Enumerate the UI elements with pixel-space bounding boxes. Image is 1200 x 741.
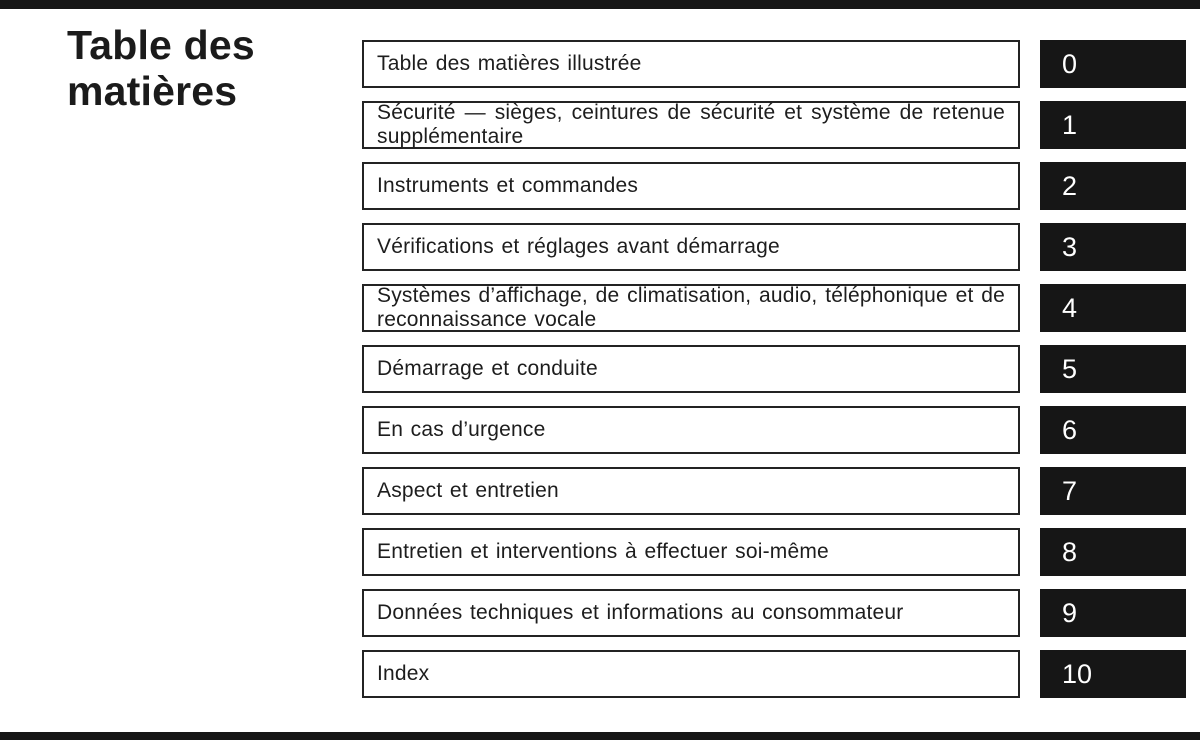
chapter-number: 3	[1062, 231, 1078, 262]
toc-row	[362, 406, 1186, 454]
chapter-title: En cas d’urgence	[377, 418, 546, 441]
chapter-title: Démarrage et conduite	[377, 357, 598, 380]
chapter-number: 4	[1062, 292, 1078, 323]
toc-row	[362, 223, 1186, 271]
chapter-title: Aspect et entretien	[377, 479, 559, 502]
chapter-title-box[interactable]	[362, 284, 1020, 332]
chapter-title-box[interactable]	[362, 40, 1020, 88]
chapter-title: Instruments et commandes	[377, 174, 639, 197]
chapter-number-box[interactable]	[1040, 345, 1186, 393]
chapter-number: 1	[1062, 109, 1078, 140]
chapter-number: 6	[1062, 414, 1078, 445]
chapter-title: Index	[377, 662, 430, 685]
chapter-number-box[interactable]	[1040, 162, 1186, 210]
chapter-title: Sécurité — sièges, ceintures de sécurité et système de retenue supplémentaire	[377, 101, 1005, 148]
chapter-title: Table des matières illustrée	[377, 52, 642, 75]
toc-row	[362, 162, 1186, 210]
chapter-number-box[interactable]	[1040, 284, 1186, 332]
chapter-number: 5	[1062, 353, 1078, 384]
top-rule	[0, 0, 1200, 9]
chapter-title-box[interactable]	[362, 223, 1020, 271]
chapter-number: 8	[1062, 536, 1078, 567]
toc-row	[362, 650, 1186, 698]
toc-row	[362, 589, 1186, 637]
chapter-title-box[interactable]	[362, 650, 1020, 698]
chapter-number: 2	[1062, 170, 1078, 201]
chapter-number-box[interactable]	[1040, 650, 1186, 698]
toc-row	[362, 101, 1186, 149]
chapter-number-box[interactable]	[1040, 467, 1186, 515]
toc-row	[362, 345, 1186, 393]
chapter-title: Entretien et interventions à effectuer soi-même	[377, 540, 829, 563]
chapter-title-box[interactable]	[362, 589, 1020, 637]
chapter-title-box[interactable]	[362, 467, 1020, 515]
chapter-number: 10	[1062, 658, 1093, 689]
chapter-number-box[interactable]	[1040, 528, 1186, 576]
chapter-title: Systèmes d’affichage, de climatisation, audio, téléphonique et de reconnaissance vocale	[377, 284, 1005, 331]
toc-row	[362, 528, 1186, 576]
bottom-rule	[0, 732, 1200, 740]
toc-list	[362, 40, 1186, 711]
chapter-number: 0	[1062, 48, 1078, 79]
toc-row	[362, 40, 1186, 88]
toc-row	[362, 284, 1186, 332]
chapter-number-box[interactable]	[1040, 223, 1186, 271]
chapter-title-box[interactable]	[362, 101, 1020, 149]
chapter-number-box[interactable]	[1040, 40, 1186, 88]
chapter-title-box[interactable]	[362, 528, 1020, 576]
chapter-title: Données techniques et informations au consommateur	[377, 601, 904, 624]
chapter-number-box[interactable]	[1040, 406, 1186, 454]
page-title	[67, 22, 255, 114]
toc-row	[362, 467, 1186, 515]
chapter-title: Vérifications et réglages avant démarrage	[377, 235, 780, 258]
page-title-line2: matières	[67, 68, 238, 114]
page-title-line1: Table des	[67, 22, 255, 68]
chapter-number: 7	[1062, 475, 1078, 506]
chapter-title-box[interactable]	[362, 345, 1020, 393]
chapter-number-box[interactable]	[1040, 589, 1186, 637]
chapter-number-box[interactable]	[1040, 101, 1186, 149]
chapter-title-box[interactable]	[362, 406, 1020, 454]
chapter-title-box[interactable]	[362, 162, 1020, 210]
chapter-number: 9	[1062, 597, 1078, 628]
